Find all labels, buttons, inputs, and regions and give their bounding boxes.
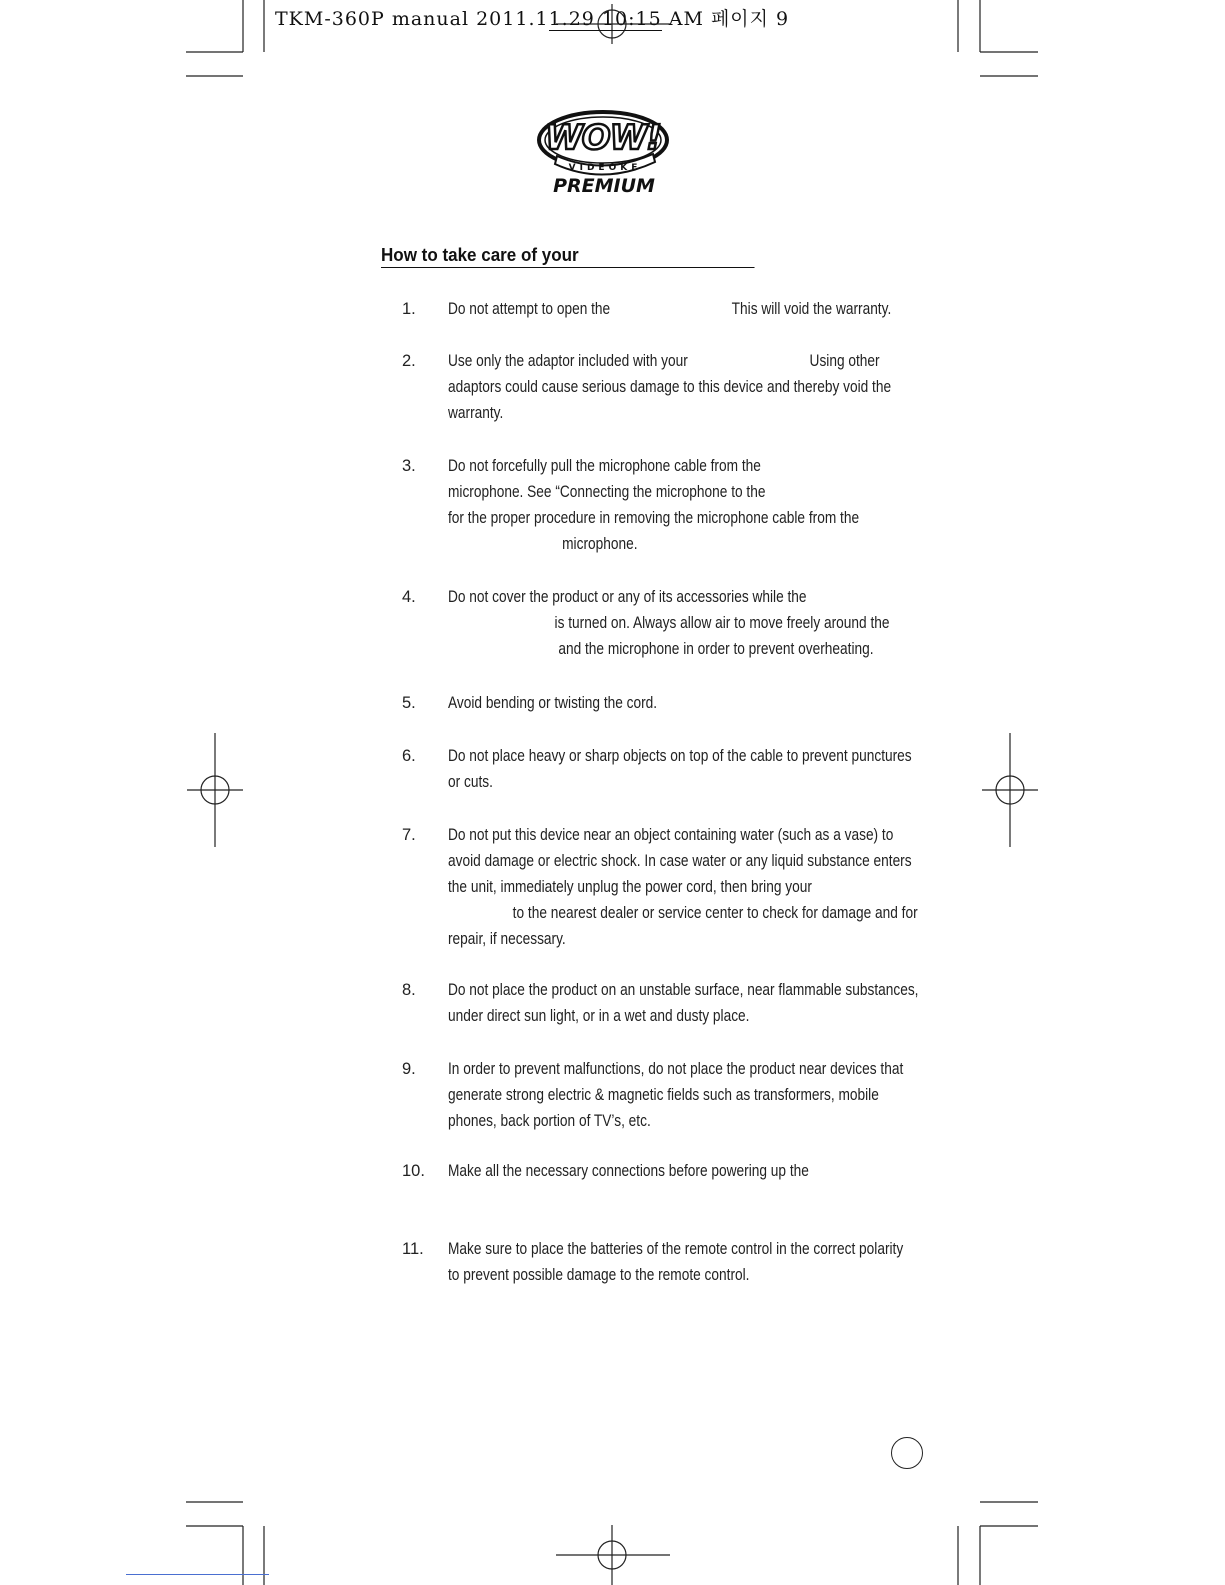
item-text — [448, 1236, 928, 1288]
item-number: 1. — [402, 300, 416, 318]
item-line: Do not cover the product or any of its accessories while the — [448, 588, 807, 606]
item-line: warranty. — [448, 404, 504, 422]
item-number: 11. — [402, 1240, 424, 1258]
item-text — [448, 453, 928, 557]
item-line: is turned on. Always allow air to move freely around the — [448, 614, 890, 632]
item-line: the unit, immediately unplug the power cord, then bring your — [448, 878, 812, 896]
page-number-circle — [891, 1437, 923, 1469]
item-line: Do not place the product on an unstable surface, near flammable substances, — [448, 981, 919, 999]
print-slug — [275, 4, 789, 31]
item-number: 3. — [402, 457, 416, 475]
item-text — [448, 584, 928, 662]
item-line: generate strong electric & magnetic fields such as transformers, mobile — [448, 1086, 879, 1104]
item-line: to the nearest dealer or service center to check for damage and for — [448, 904, 918, 922]
svg-text:VIDEOKE: VIDEOKE — [568, 163, 642, 173]
item-number: 9. — [402, 1060, 416, 1078]
item-text — [448, 690, 928, 716]
slug-right: AM 페이지 9 — [661, 8, 790, 30]
item-text — [448, 743, 928, 795]
item-line: Do not put this device near an object containing water (such as a vase) to — [448, 826, 894, 844]
item-number: 2. — [402, 352, 416, 370]
item-line: Make sure to place the batteries of the remote control in the correct polarity — [448, 1240, 904, 1258]
item-text — [448, 822, 928, 952]
item-line: Use only the adaptor included with your Using other — [448, 352, 880, 370]
svg-text:WOW!: WOW! — [545, 118, 661, 158]
item-line: avoid damage or electric shock. In case water or any liquid substance enters — [448, 852, 912, 870]
item-line: Avoid bending or twisting the cord. — [448, 694, 658, 712]
item-line: adaptors could cause serious damage to this device and thereby void the — [448, 378, 892, 396]
item-line: or cuts. — [448, 773, 493, 791]
item-number: 4. — [402, 588, 416, 606]
wow-videoke-logo — [535, 104, 685, 196]
item-line: to prevent possible damage to the remote control. — [448, 1266, 750, 1284]
svg-text:PREMIUM: PREMIUM — [553, 175, 655, 196]
slug-left: TKM-360P manual 2011.1 — [275, 8, 549, 30]
item-text — [448, 1158, 928, 1184]
item-line: microphone. See “Connecting the microphone to the — [448, 483, 766, 501]
slug-underlined: 1.29 10:15 — [548, 8, 662, 30]
item-number: 5. — [402, 694, 416, 712]
item-line: microphone. — [448, 535, 638, 553]
item-text — [448, 348, 928, 426]
item-text — [448, 296, 928, 322]
section-title: How to take care of your — [381, 244, 755, 268]
item-text — [448, 977, 928, 1029]
item-line: In order to prevent malfunctions, do not place the product near devices that — [448, 1060, 904, 1078]
item-line: Make all the necessary connections before powering up the — [448, 1162, 809, 1180]
item-number: 6. — [402, 747, 416, 765]
item-line: and the microphone in order to prevent overheating. — [448, 640, 874, 658]
item-line: Do not forcefully pull the microphone cable from the — [448, 457, 761, 475]
item-number: 8. — [402, 981, 416, 999]
item-number: 10. — [402, 1162, 425, 1180]
item-line: repair, if necessary. — [448, 930, 566, 948]
item-text — [448, 1056, 928, 1134]
item-line: for the proper procedure in removing the microphone cable from the — [448, 509, 860, 527]
item-line: under direct sun light, or in a wet and dusty place. — [448, 1007, 750, 1025]
item-number: 7. — [402, 826, 416, 844]
item-line: phones, back portion of TV’s, etc. — [448, 1112, 651, 1130]
item-line: Do not attempt to open the This will void the warranty. — [448, 300, 892, 318]
footer-link-underline — [126, 1574, 269, 1575]
item-line: Do not place heavy or sharp objects on top of the cable to prevent punctures — [448, 747, 912, 765]
